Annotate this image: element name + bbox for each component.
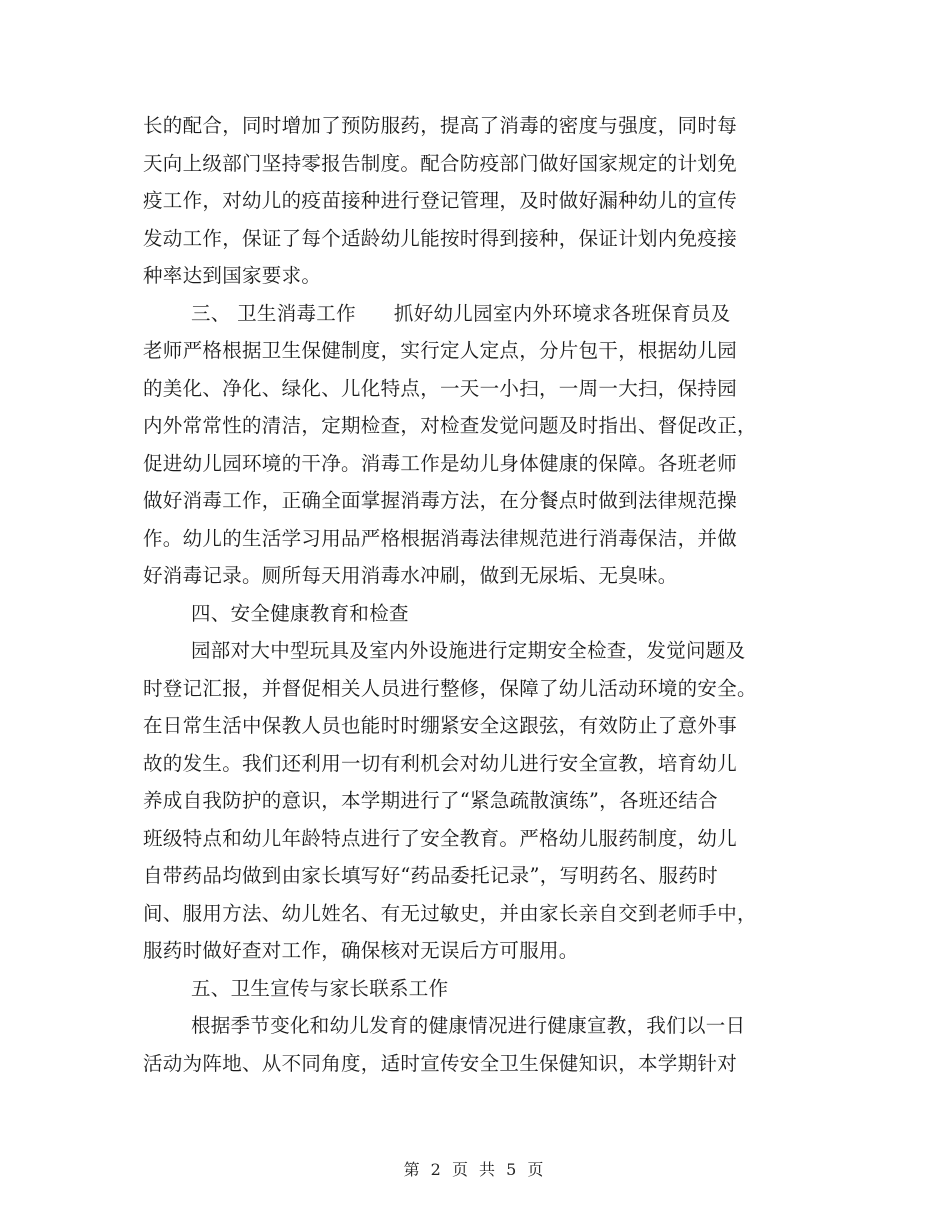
section-5-heading: 五、卫生宣传与家长联系工作 [191, 976, 449, 1000]
text-line: 长的配合，同时增加了预防服药，提高了消毒的密度与强度，同时每 [143, 114, 738, 137]
text-line: 活动为阵地、从不同角度，适时宣传安全卫生保健知识，本学期针对 [143, 1051, 738, 1075]
text-line: 做好消毒工作，正确全面掌握消毒方法，在分餐点时做到法律规范操 [143, 489, 738, 512]
section-3-heading: 三、 卫生消毒工作 [191, 301, 356, 325]
text-line: 促进幼儿园环境的干净。消毒工作是幼儿身体健康的保障。各班老师 [143, 451, 738, 475]
text-line: 故的发生。我们还利用一切有利机会对幼儿进行安全宣教，培育幼儿 [143, 751, 738, 775]
section-3-first-line [143, 295, 803, 333]
text-line: 作。幼儿的生活学习用品严格根据消毒法律规范进行消毒保洁，并做 [143, 526, 738, 550]
text-line: 养成自我防护的意识，本学期进行了“紧急疏散演练”，各班还结合 [143, 789, 718, 812]
text-line: 服药时做好查对工作，确保核对无误后方可服用。 [143, 939, 579, 962]
text-line: 老师严格根据卫生保健制度，实行定人定点，分片包干，根据幼儿园 [143, 339, 738, 362]
text-line: 在日常生活中保教人员也能时时绷紧安全这跟弦，有效防止了意外事 [143, 714, 738, 737]
text-line: 内外常常性的清洁，定期检查，对检查发觉问题及时指出、督促改正， [143, 414, 757, 437]
document-body [143, 107, 803, 1082]
text-line: 间、服用方法、幼儿姓名、有无过敏史，并由家长亲自交到老师手中， [143, 901, 757, 925]
text-line: 时登记汇报，并督促相关人员进行整修，保障了幼儿活动环境的安全。 [143, 676, 757, 700]
text-line: 发动工作，保证了每个适龄幼儿能按时得到接种，保证计划内免疫接 [143, 226, 738, 250]
section-3-first-line-text: 抓好幼儿园室内外环境求各班保育员及 [393, 301, 731, 325]
text-line: 疫工作，对幼儿的疫苗接种进行登记管理，及时做好漏种幼儿的宣传 [143, 189, 738, 212]
text-line: 根据季节变化和幼儿发育的健康情况进行健康宣教，我们以一日 [191, 1014, 746, 1037]
text-line: 天向上级部门坚持零报告制度。配合防疫部门做好国家规定的计划免 [143, 151, 738, 175]
text-line: 自带药品均做到由家长填写好“药品委托记录”，写明药名、服药时 [143, 864, 718, 887]
text-line: 好消毒记录。厕所每天用消毒水冲刷，做到无尿垢、无臭味。 [143, 564, 678, 587]
page-number-footer: 第 2 页 共 5 页 [403, 1160, 547, 1179]
text-line: 园部对大中型玩具及室内外设施进行定期安全检查，发觉问题及 [191, 639, 746, 662]
text-line: 的美化、净化、绿化、儿化特点，一天一小扫，一周一大扫，保持园 [143, 376, 738, 400]
text-line: 种率达到国家要求。 [143, 264, 322, 287]
section-4-heading: 四、安全健康教育和检查 [191, 601, 409, 625]
text-line: 班级特点和幼儿年龄特点进行了安全教育。严格幼儿服药制度，幼儿 [143, 826, 738, 850]
